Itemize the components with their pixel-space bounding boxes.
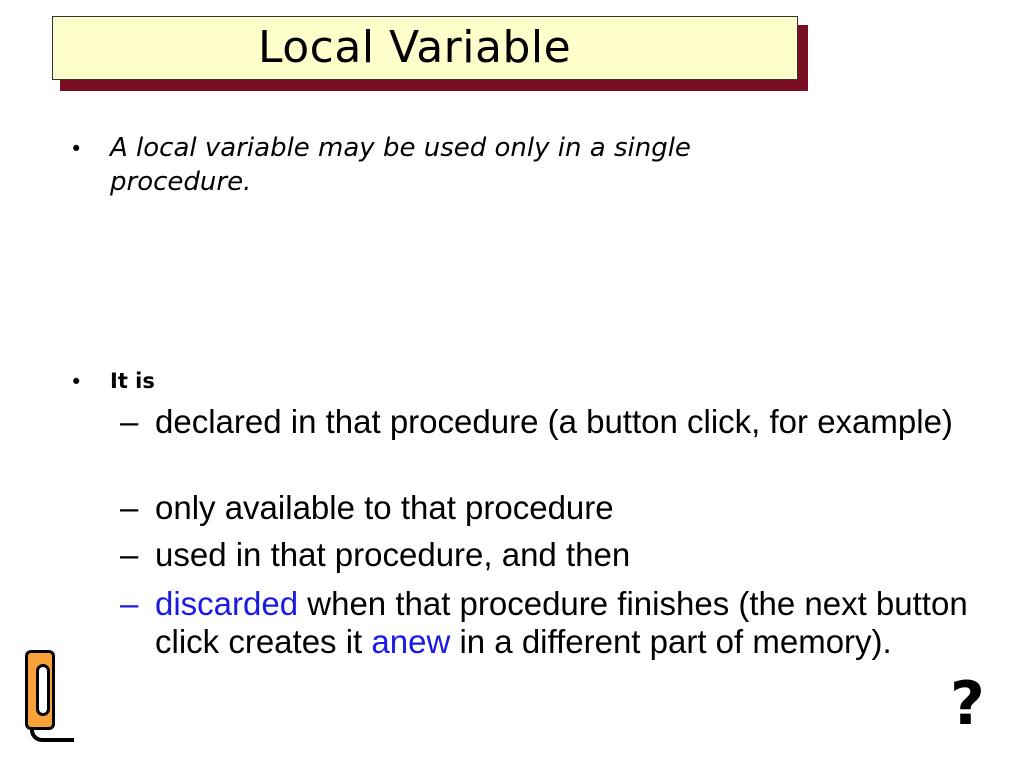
clipart-figure-foot <box>30 728 74 742</box>
sub-dash: – <box>120 536 139 573</box>
sub4-part1: when that procedure finishes (the next button click creates it <box>155 585 968 660</box>
sub-bullet-2 <box>120 489 970 527</box>
bullet-marker-2: • <box>70 370 83 394</box>
sub-bullet-1 <box>120 403 970 441</box>
highlight-discarded: discarded <box>155 585 299 622</box>
sub-bullet-text <box>120 585 970 661</box>
bullet-text-2: It is <box>110 369 155 393</box>
sub-bullet-text: declared in that procedure (a button click, for example) <box>155 403 953 440</box>
sub-bullet-text: only available to that procedure <box>155 489 614 526</box>
bullet-marker-1: • <box>70 137 83 161</box>
sub-dash: – <box>120 585 139 622</box>
bullet-text-1: A local variable may be used only in a single procedure. <box>110 133 691 197</box>
sub4-part2: in a different part of memory). <box>450 623 892 660</box>
question-mark-icon: ? <box>950 672 985 736</box>
highlight-anew: anew <box>371 623 451 660</box>
sub-dash: – <box>120 403 139 440</box>
sub-bullet-text: used in that procedure, and then <box>155 536 631 573</box>
clipart-figure-detail <box>36 664 50 716</box>
sub-dash: – <box>120 489 139 526</box>
sub-bullet-3 <box>120 536 970 574</box>
sub-bullet-4 <box>120 585 970 661</box>
slide-title: Local Variable <box>258 22 572 73</box>
